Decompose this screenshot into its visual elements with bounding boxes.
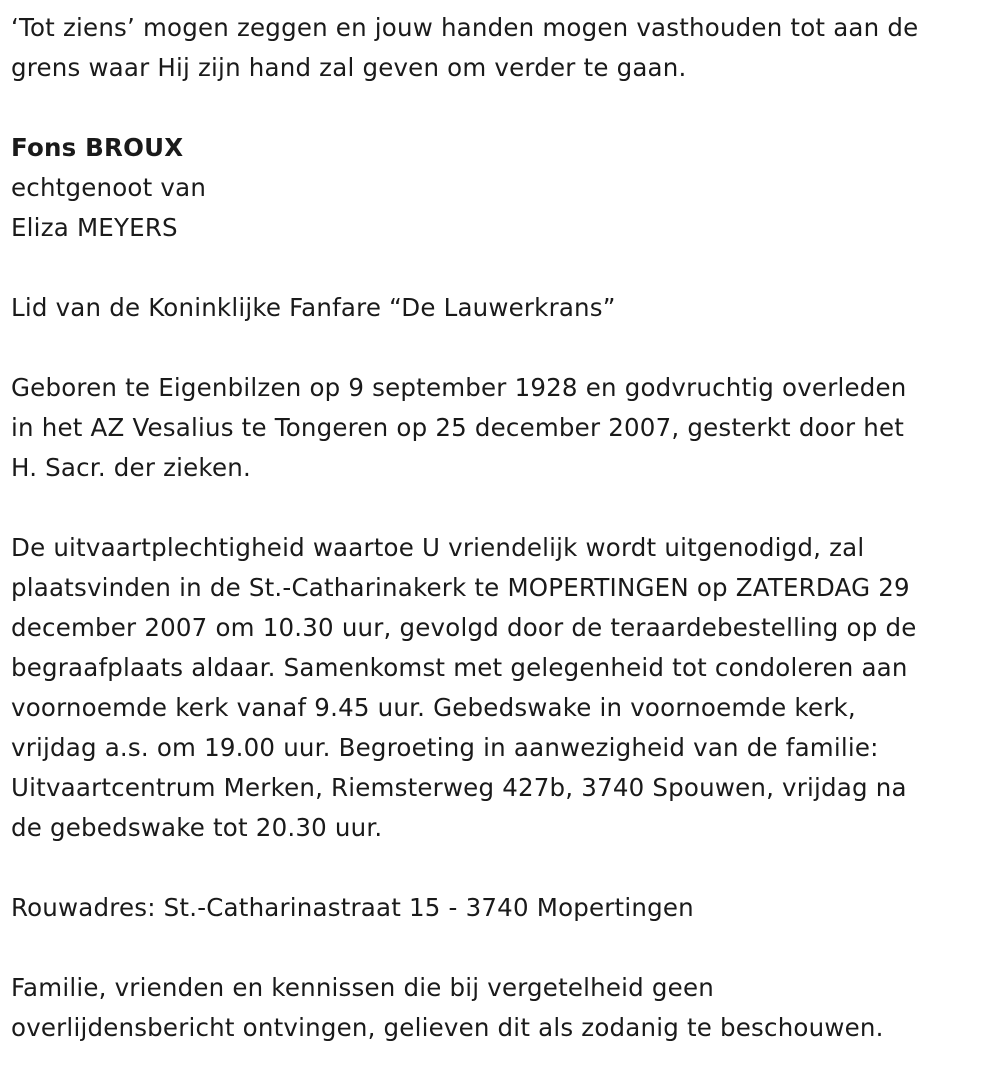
funeral-line: voornoemde kerk vanaf 9.45 uur. Gebedswake in voornoemde kerk, bbox=[11, 693, 856, 722]
quote-line: ‘Tot ziens’ mogen zeggen en jouw handen mogen vasthouden tot aan de bbox=[11, 13, 919, 42]
birth-death-line: in het AZ Vesalius te Tongeren op 25 december 2007, gesterkt door het bbox=[11, 413, 905, 442]
funeral-line: plaatsvinden in de St.-Catharinakerk te MOPERTINGEN op ZATERDAG 29 bbox=[11, 573, 910, 602]
funeral-line: december 2007 om 10.30 uur, gevolgd door de teraardebestelling op de bbox=[11, 613, 917, 642]
funeral-line: De uitvaartplechtigheid waartoe U vriendelijk wordt uitgenodigd, zal bbox=[11, 533, 865, 562]
deceased-name: Fons BROUX bbox=[11, 133, 184, 162]
closing-paragraph bbox=[11, 968, 991, 1048]
quote-line: grens waar Hij zijn hand zal geven om verder te gaan. bbox=[11, 53, 687, 82]
birth-death-paragraph bbox=[11, 368, 991, 488]
relation-text: echtgenoot van bbox=[11, 173, 207, 202]
birth-death-line: Geboren te Eigenbilzen op 9 september 1928 en godvruchtig overleden bbox=[11, 373, 907, 402]
funeral-line: begraafplaats aldaar. Samenkomst met gelegenheid tot condoleren aan bbox=[11, 653, 908, 682]
funeral-paragraph bbox=[11, 528, 991, 848]
funeral-line: de gebedswake tot 20.30 uur. bbox=[11, 813, 383, 842]
quote-paragraph bbox=[11, 8, 991, 88]
obituary-notice bbox=[11, 8, 991, 1048]
closing-line: overlijdensbericht ontvingen, gelieven dit als zodanig te beschouwen. bbox=[11, 1013, 884, 1042]
mourning-address: Rouwadres: St.-Catharinastraat 15 - 3740 Mopertingen bbox=[11, 893, 694, 922]
funeral-line: vrijdag a.s. om 19.00 uur. Begroeting in aanwezigheid van de familie: bbox=[11, 733, 879, 762]
membership-text: Lid van de Koninklijke Fanfare “De Lauwerkrans” bbox=[11, 293, 616, 322]
closing-line: Familie, vrienden en kennissen die bij vergetelheid geen bbox=[11, 973, 714, 1002]
spouse-name: Eliza MEYERS bbox=[11, 213, 178, 242]
funeral-line: Uitvaartcentrum Merken, Riemsterweg 427b, 3740 Spouwen, vrijdag na bbox=[11, 773, 907, 802]
birth-death-line: H. Sacr. der zieken. bbox=[11, 453, 251, 482]
